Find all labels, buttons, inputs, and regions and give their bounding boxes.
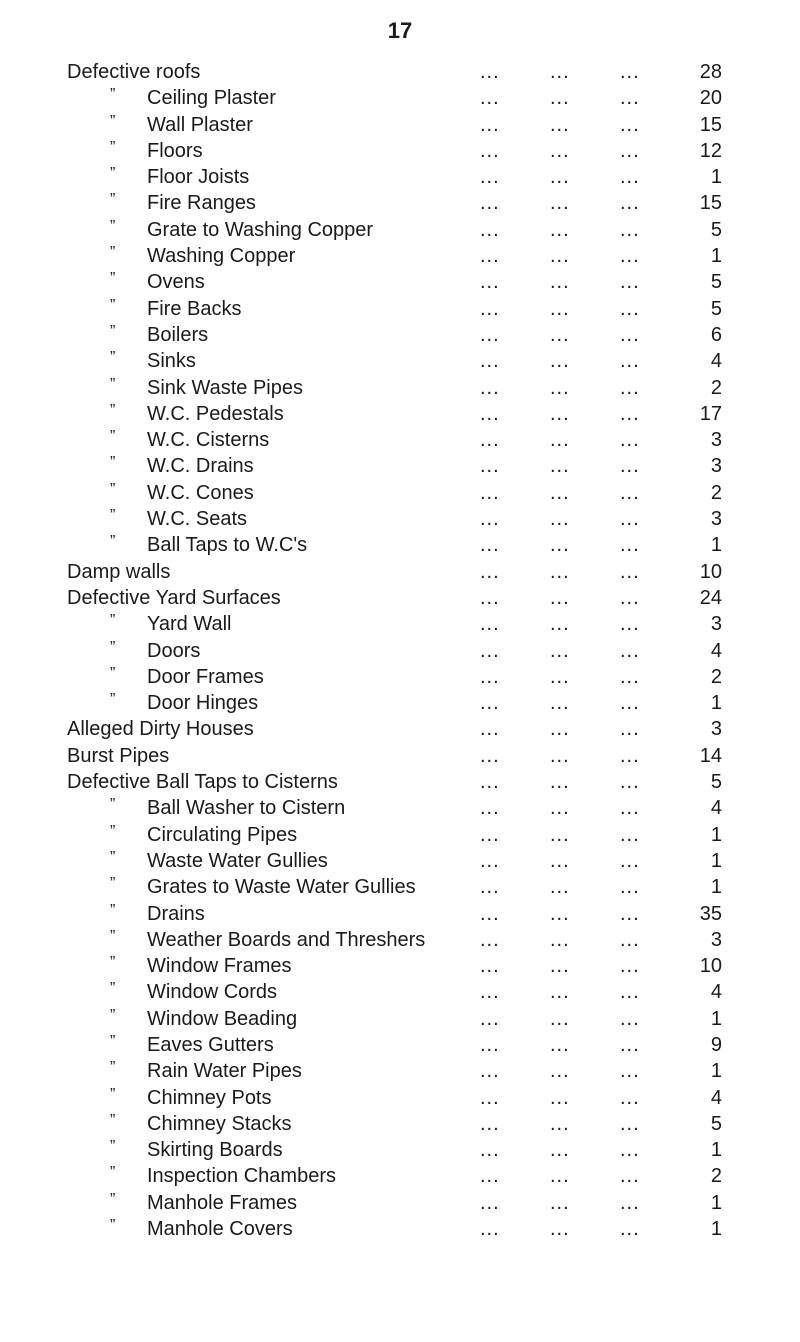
list-item: Alleged Dirty Houses 3 ... ... ... [67, 718, 722, 741]
item-label: Grate to Washing Copper [147, 218, 374, 241]
item-label: Manhole Covers [147, 1218, 293, 1241]
item-label: W.C. Drains [147, 455, 254, 478]
ditto-mark: ” [110, 875, 116, 893]
item-count: 5 [710, 218, 722, 241]
item-count: 3 [710, 718, 722, 741]
list-item: ” Ceiling Plaster 20 ... ... ... [0, 85, 800, 111]
ditto-mark: ” [110, 244, 116, 262]
ditto-mark: ” [110, 927, 116, 945]
item-label: Boilers [147, 323, 209, 346]
ditto-mark: ” [110, 296, 116, 314]
item-count: 4 [710, 797, 722, 820]
item-label: Washing Copper [147, 245, 296, 268]
list-item: ” Grate to Washing Copper 5 ... ... ... [0, 217, 800, 243]
list-item: ” Ball Taps to W.C's 1 ... ... ... [0, 532, 800, 558]
list-item: ” Window Frames 10 ... ... ... [0, 953, 800, 979]
list-item: ” Door Hinges 1 ... ... ... [0, 690, 800, 716]
item-label: Waste Water Gullies [147, 849, 328, 872]
ditto-mark: ” [110, 1138, 116, 1156]
ditto-mark: ” [110, 138, 116, 156]
item-count: 14 [699, 744, 722, 767]
list-item: ” Inspection Chambers 2 ... ... ... [0, 1163, 800, 1189]
item-count: 24 [699, 586, 722, 609]
defects-list [0, 59, 800, 1242]
list-item: ” Floors 12 ... ... ... [0, 138, 800, 164]
item-label: Fire Backs [147, 297, 242, 320]
item-count: 17 [699, 402, 722, 425]
item-label: Door Hinges [147, 692, 259, 715]
ditto-mark: ” [110, 270, 116, 288]
item-count: 4 [710, 350, 722, 373]
item-label: Defective roofs [67, 61, 201, 83]
item-count: 1 [710, 692, 722, 715]
ditto-mark: ” [110, 1059, 116, 1077]
item-count: 1 [710, 823, 722, 846]
ditto-mark: ” [110, 901, 116, 919]
ditto-mark: ” [110, 691, 116, 709]
item-label: Ceiling Plaster [147, 87, 276, 110]
item-count: 5 [710, 1112, 722, 1135]
ditto-mark: ” [110, 480, 116, 498]
list-item: ” Waste Water Gullies 1 ... ... ... [0, 848, 800, 874]
ditto-mark: ” [110, 112, 116, 130]
item-count: 35 [699, 902, 722, 925]
ditto-mark: ” [110, 375, 116, 393]
item-label: Weather Boards and Threshers [147, 928, 426, 951]
list-item: ” Window Beading 1 ... ... ... [0, 1006, 800, 1032]
item-label: Sinks [147, 350, 196, 373]
list-item: ” W.C. Seats 3 ... ... ... [0, 506, 800, 532]
ditto-mark: ” [110, 612, 116, 630]
ditto-mark: ” [110, 1111, 116, 1129]
item-label: W.C. Seats [147, 508, 248, 531]
item-label: Floor Joists [147, 166, 250, 189]
ditto-mark: ” [110, 1085, 116, 1103]
item-count: 3 [710, 928, 722, 951]
item-label: Defective Yard Surfaces [67, 586, 281, 609]
item-label: W.C. Cones [147, 481, 254, 504]
item-label: Eaves Gutters [147, 1033, 274, 1056]
item-label: Ovens [147, 271, 205, 294]
item-label: Ball Taps to W.C's [147, 534, 308, 557]
item-count: 3 [710, 455, 722, 478]
item-label: Skirting Boards [147, 1139, 283, 1162]
list-item: ” Weather Boards and Threshers 3 ... ... ... [0, 927, 800, 953]
list-item: ” Manhole Frames 1 ... ... ... [0, 1190, 800, 1216]
ditto-mark: ” [110, 664, 116, 682]
list-item: ” Wall Plaster 15 ... ... ... [0, 112, 800, 138]
item-label: Fire Ranges [147, 192, 256, 215]
item-label: Inspection Chambers [147, 1165, 336, 1188]
list-item: ” Eaves Gutters 9 ... ... ... [0, 1032, 800, 1058]
ditto-mark: ” [110, 217, 116, 235]
item-count: 20 [699, 87, 722, 110]
item-label: Chimney Pots [147, 1086, 272, 1109]
item-label: Wall Plaster [147, 113, 253, 136]
list-item: ” Door Frames 2 ... ... ... [0, 664, 800, 690]
list-item: ” W.C. Cisterns 3 ... ... ... [0, 427, 800, 453]
list-item: Defective Ball Taps to Cisterns 5 ... ... ... [67, 771, 722, 794]
ditto-mark: ” [110, 454, 116, 472]
ditto-mark: ” [110, 1006, 116, 1024]
item-label: Yard Wall [147, 613, 232, 636]
item-count: 1 [710, 1139, 722, 1162]
ditto-mark: ” [110, 428, 116, 446]
item-label: Ball Washer to Cistern [147, 797, 346, 820]
list-item: ” Chimney Stacks 5 ... ... ... [0, 1111, 800, 1137]
ditto-mark: ” [110, 638, 116, 656]
ditto-mark: ” [110, 322, 116, 340]
list-item: ” Ovens 5 ... ... ... [0, 269, 800, 295]
list-item: Defective Yard Surfaces 24 ... ... ... [67, 586, 722, 609]
ditto-mark: ” [110, 954, 116, 972]
list-item: ” Manhole Covers 1 ... ... ... [0, 1216, 800, 1242]
ditto-mark: ” [110, 822, 116, 840]
list-item: ” Ball Washer to Cistern 4 ... ... ... [0, 795, 800, 821]
list-item: ” Doors 4 ... ... ... [0, 638, 800, 664]
item-label: Doors [147, 639, 201, 662]
ditto-mark: ” [110, 796, 116, 814]
item-label: Alleged Dirty Houses [67, 718, 254, 741]
item-label: Rain Water Pipes [147, 1060, 302, 1083]
ditto-mark: ” [110, 848, 116, 866]
item-label: Chimney Stacks [147, 1112, 292, 1135]
list-item: ” W.C. Cones 2 ... ... ... [0, 480, 800, 506]
item-count: 12 [699, 139, 722, 162]
ditto-mark: ” [110, 165, 116, 183]
ditto-mark: ” [110, 507, 116, 525]
item-count: 4 [710, 1086, 722, 1109]
list-item: ” Window Cords 4 ... ... ... [0, 979, 800, 1005]
list-item: ” W.C. Drains 3 ... ... ... [0, 453, 800, 479]
ditto-mark: ” [110, 1032, 116, 1050]
list-item: ” Skirting Boards 1 ... ... ... [0, 1137, 800, 1163]
item-label: Sink Waste Pipes [147, 376, 303, 399]
list-item: ” Chimney Pots 4 ... ... ... [0, 1085, 800, 1111]
list-item: ” Sinks 4 ... ... ... [0, 348, 800, 374]
item-count: 3 [710, 429, 722, 452]
item-count: 1 [710, 1191, 722, 1214]
item-count: 5 [710, 297, 722, 320]
item-label: Window Cords [147, 981, 278, 1004]
item-count: 2 [710, 481, 722, 504]
list-item: ” Fire Backs 5 ... ... ... [0, 296, 800, 322]
ditto-mark: ” [110, 401, 116, 419]
list-item: ” Drains 35 ... ... ... [0, 901, 800, 927]
item-count: 15 [699, 113, 722, 136]
item-label: W.C. Pedestals [147, 402, 284, 425]
list-item: ” Yard Wall 3 ... ... ... [0, 611, 800, 637]
list-item: ” Washing Copper 1 ... ... ... [0, 243, 800, 269]
item-count: 2 [710, 376, 722, 399]
item-label: Defective Ball Taps to Cisterns [67, 771, 338, 794]
item-count: 3 [710, 508, 722, 531]
item-label: Drains [147, 902, 205, 925]
item-count: 9 [710, 1033, 722, 1056]
list-item: ” Grates to Waste Water Gullies 1 ... ... ... [0, 874, 800, 900]
item-count: 10 [699, 560, 722, 583]
ditto-mark: ” [110, 1217, 116, 1235]
item-label: Grates to Waste Water Gullies [147, 876, 416, 899]
item-label: Door Frames [147, 665, 264, 688]
item-count: 1 [710, 166, 722, 189]
item-label: Manhole Frames [147, 1191, 298, 1214]
item-count: 10 [699, 955, 722, 978]
item-count: 15 [699, 192, 722, 215]
item-count: 1 [710, 534, 722, 557]
item-count: 5 [710, 771, 722, 794]
list-item: ” Rain Water Pipes 1 ... ... ... [0, 1058, 800, 1084]
item-count: 4 [710, 981, 722, 1004]
item-count: 1 [710, 876, 722, 899]
item-label: W.C. Cisterns [147, 429, 270, 452]
list-item: ” Fire Ranges 15 ... ... ... [0, 190, 800, 216]
item-count: 2 [710, 1165, 722, 1188]
ditto-mark: ” [110, 86, 116, 104]
ditto-mark: ” [110, 1190, 116, 1208]
item-count: 1 [710, 849, 722, 872]
item-label: Damp walls [67, 560, 171, 583]
ditto-mark: ” [110, 1164, 116, 1182]
list-item: Damp walls 10 ... ... ... [67, 560, 722, 583]
item-count: 4 [710, 639, 722, 662]
list-item: Defective roofs 28 ... ... ... [67, 61, 722, 83]
item-count: 6 [710, 323, 722, 346]
item-count: 2 [710, 665, 722, 688]
item-count: 1 [710, 1060, 722, 1083]
ditto-mark: ” [110, 980, 116, 998]
list-item: ” Floor Joists 1 ... ... ... [0, 164, 800, 190]
ditto-mark: ” [110, 191, 116, 209]
item-label: Window Frames [147, 955, 292, 978]
page-number: 17 [387, 18, 413, 43]
list-item: ” Sink Waste Pipes 2 ... ... ... [0, 375, 800, 401]
list-item: ” Circulating Pipes 1 ... ... ... [0, 822, 800, 848]
item-label: Burst Pipes [67, 744, 170, 767]
item-count: 1 [710, 1218, 722, 1241]
item-count: 5 [710, 271, 722, 294]
item-count: 1 [710, 245, 722, 268]
item-count: 3 [710, 613, 722, 636]
ditto-mark: ” [110, 349, 116, 367]
item-label: Window Beading [147, 1007, 298, 1030]
list-item: ” W.C. Pedestals 17 ... ... ... [0, 401, 800, 427]
ditto-mark: ” [110, 533, 116, 551]
list-item: ” Boilers 6 ... ... ... [0, 322, 800, 348]
item-label: Floors [147, 139, 203, 162]
item-label: Circulating Pipes [147, 823, 298, 846]
list-item: Burst Pipes 14 ... ... ... [67, 744, 722, 767]
item-count: 28 [699, 61, 722, 83]
item-count: 1 [710, 1007, 722, 1030]
